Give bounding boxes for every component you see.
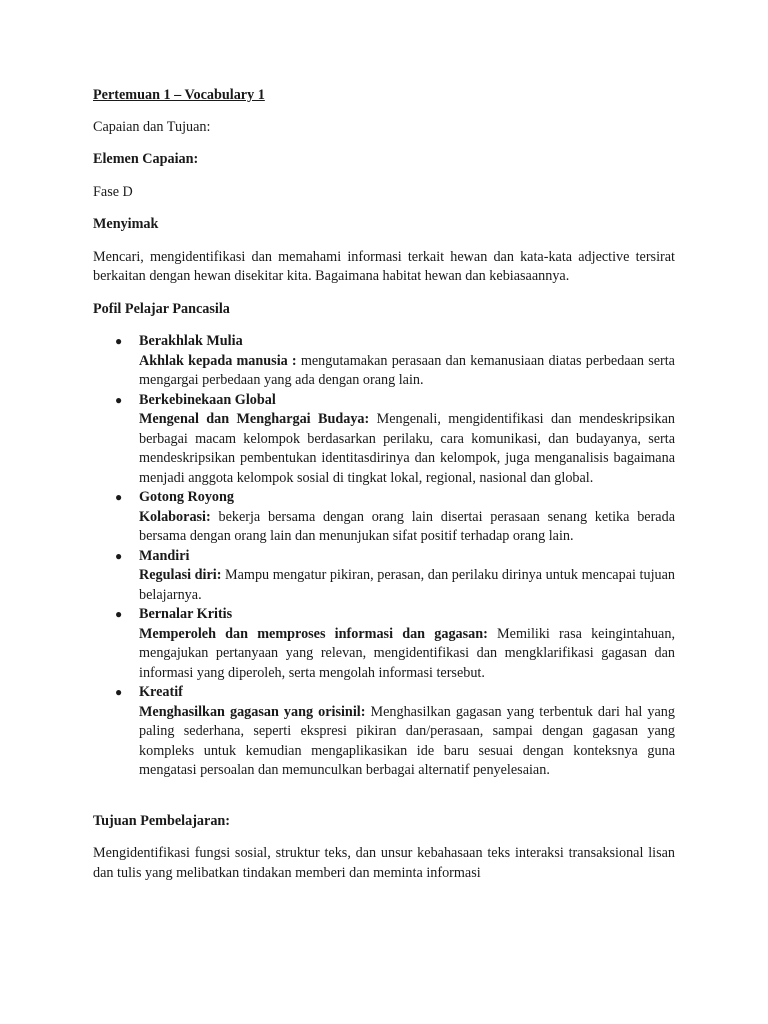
section-spacer [93,781,675,812]
tujuan-paragraph: Mengidentifikasi fungsi sosial, struktur teks, dan unsur kebahasaan teks interaksi transaksional lisan dan tulis yang melibatkan tindakan memberi dan meminta informasi [93,845,675,881]
bullet-icon: ● [115,548,123,563]
item-text: Memiliki rasa keingintahuan, mengajukan pertanyaan yang relevan, mengidentifikasi dan mengklarifikasi gagasan dan informasi yang diperoleh, serta mengolah informasi tersebut. [139,625,675,681]
capaian-label: Capaian dan Tujuan: [93,118,211,135]
list-item [93,605,675,683]
item-label: Akhlak kepada manusia : [139,352,297,369]
item-title: Kreatif [139,684,183,700]
item-text: Mengenali, mengidentifikasi dan mendeskripsikan berbagai macam kelompok berdasarkan perilaku, cara komunikasi, dan budayanya, serta mendeskripsikan pembentukan identitasdirinya dan kelompok, juga menganalisis bagaimana menjadi anggota kelompok sosial di tingkat lokal, regional, nasional dan global. [139,411,675,486]
bullet-icon: ● [115,392,123,407]
menyimak-heading: Menyimak [93,216,159,232]
item-label: Mengenal dan Menghargai Budaya: [139,411,370,427]
item-title: Berkebinekaan Global [139,391,276,408]
document-content [93,86,675,883]
profil-heading: Pofil Pelajar Pancasila [93,300,230,317]
list-item [93,547,675,606]
profil-list [93,332,675,781]
item-title: Gotong Royong [139,489,234,505]
document-title: Pertemuan 1 – Vocabulary 1 [93,87,265,103]
list-item [93,332,675,391]
item-label: Kolaborasi: [139,508,211,525]
fase-text: Fase D [93,183,133,200]
tujuan-heading: Tujuan Pembelajaran: [93,812,231,829]
item-label: Regulasi diri: [139,567,222,583]
bullet-icon: ● [115,685,123,699]
bullet-icon: ● [115,334,123,348]
item-title: Bernalar Kritis [139,606,233,622]
item-title: Mandiri [139,547,190,564]
item-label: Memperoleh dan memproses informasi dan gagasan: [139,625,488,642]
list-item [93,683,675,781]
item-label: Menghasilkan gagasan yang orisinil: [139,703,366,720]
item-title: Berakhlak Mulia [139,333,243,349]
bullet-icon: ● [115,490,123,504]
item-text: Menghasilkan gagasan yang terbentuk dari hal yang paling sederhana, seperti ekspresi pikiran dan/perasaan, sampai dengan gagasan yang kompleks untuk kemudian mengaplikasikan ide baru sesuai dengan konteksnya guna mengatasi persoalan dan memunculkan berbagai alternatif penyelesaian. [139,703,675,778]
item-text: Mampu mengatur pikiran, perasan, dan perilaku dirinya untuk mencapai tujuan belajarnya. [139,567,675,603]
list-item [93,488,675,547]
menyimak-paragraph: Mencari, mengidentifikasi dan memahami informasi terkait hewan dan kata-kata adjective tersirat berkaitan dengan hewan disekitar kita. Bagaimana habitat hewan dan kebiasaannya. [93,248,675,284]
elemen-heading: Elemen Capaian: [93,151,199,167]
item-text: mengutamakan perasaan dan kemanusiaan diatas perbedaan serta mengargai perbedaan yang ada dengan orang lain. [139,352,675,388]
list-item [93,391,675,489]
item-text: bekerja bersama dengan orang lain disertai perasaan senang ketika berada bersama dengan orang lain dan menunjukan sifat positif terhadap orang lain. [139,508,675,544]
bullet-icon: ● [115,607,123,621]
